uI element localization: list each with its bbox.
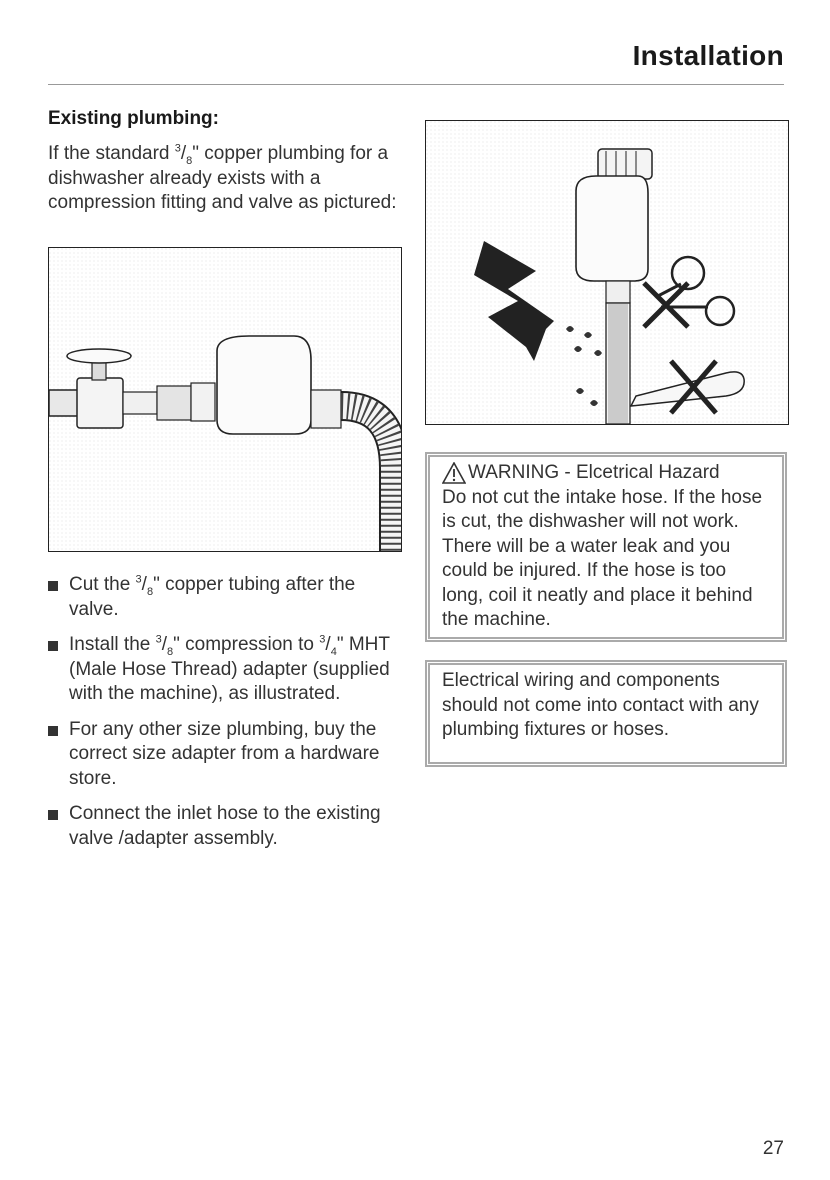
- do-not-cut-hose-illustration: [425, 120, 789, 425]
- bullet-marker: [48, 726, 58, 736]
- instruction-list: [48, 573, 408, 862]
- bullet-marker: [48, 641, 58, 651]
- bullet-marker: [48, 810, 58, 820]
- list-item: Connect the inlet hose to the existing valve /adapter assembly.: [48, 802, 408, 851]
- note-body: Electrical wiring and components should not come into contact with any plumbing fixtures or hoses.: [442, 670, 759, 740]
- page-number: 27: [762, 1138, 784, 1159]
- list-item: Cut the $^3/_8$" copper tubing after the valve.: [48, 573, 408, 622]
- warning-title: WARNING - Elcetrical Hazard: [468, 462, 720, 483]
- existing-plumbing-heading: Existing plumbing:: [48, 108, 219, 129]
- wiring-note: [425, 660, 787, 767]
- header-divider: [48, 84, 784, 85]
- valve-adapter-illustration: [48, 247, 402, 552]
- warning-triangle-icon: [442, 462, 466, 484]
- bullet-marker: [48, 581, 58, 591]
- section-title: Installation: [632, 40, 784, 71]
- list-item: For any other size plumbing, buy the correct size adapter from a hardware store.: [48, 718, 408, 792]
- list-item: Install the $^3/_8$" compression to $^3/_4$" MHT (Male Hose Thread) adapter (supplied with the machine), as illustrated.: [48, 633, 408, 707]
- intro-paragraph: If the standard $^3/_8$" copper plumbing for a dishwasher already exists with a compression fitting and valve as pictured:: [48, 142, 397, 213]
- warning-title-row: [442, 461, 770, 486]
- electrical-hazard-warning: [425, 452, 787, 642]
- warning-body: Do not cut the intake hose. If the hose is cut, the dishwasher will not work. There will be a water leak and you could be injured. If the hose is too long, coil it neatly and place it behind the machine.: [442, 486, 763, 630]
